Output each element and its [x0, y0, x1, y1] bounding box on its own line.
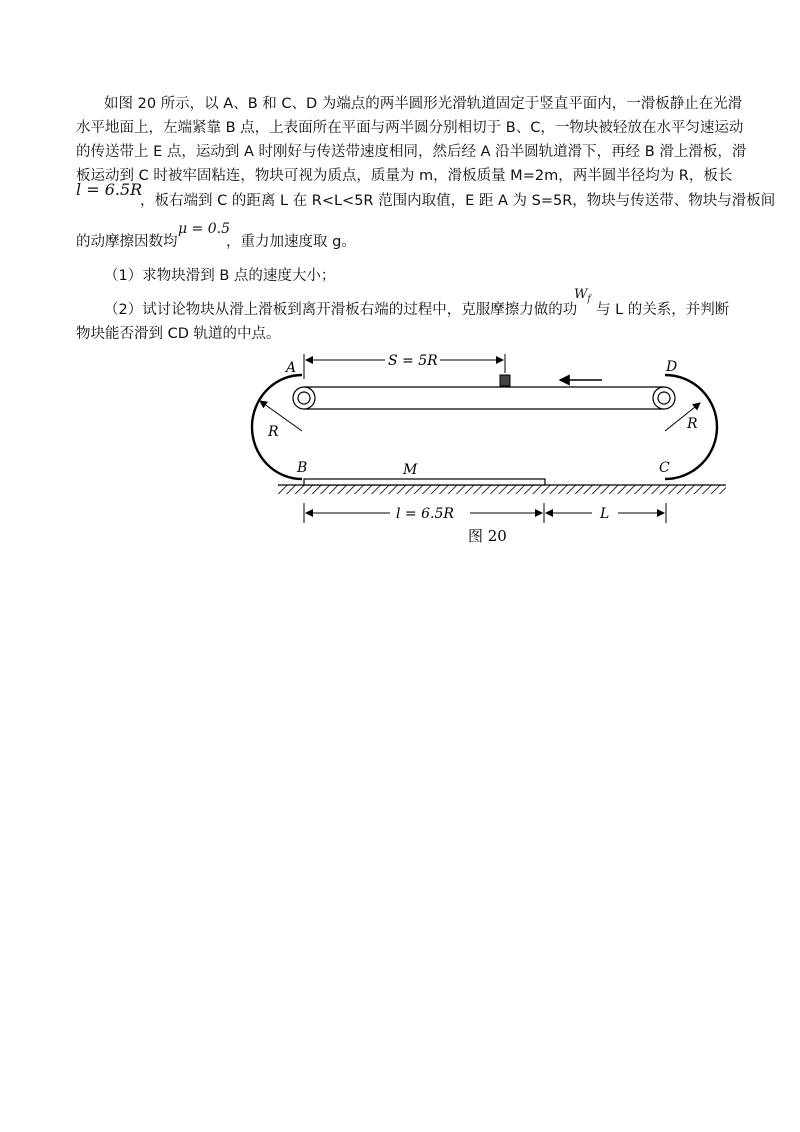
- label-l-plate: l = 6.5R: [396, 506, 454, 522]
- formula-mu: μ = 0.5: [178, 221, 230, 237]
- problem-line-2: 水平地面上，左端紧靠 B 点，上表面所在平面与两半圆分别相切于 B、C，一物块被轻放在水平匀速运动: [76, 120, 744, 136]
- slide-plate: [304, 479, 545, 485]
- label-c: C: [659, 460, 670, 476]
- label-s: S = 5R: [388, 353, 438, 369]
- problem-line-6b: ，重力加速度取 g。: [226, 234, 356, 250]
- belt-right-roller: [653, 387, 675, 409]
- formula-wf: [574, 287, 591, 305]
- problem-line-5: ，板右端到 C 的距离 L 在 R<L<5R 范围内取值，E 距 A 为 S=5R，物块与传送带、物块与滑板间: [140, 193, 776, 209]
- question-2b: 与 L 的关系，并判断: [596, 302, 730, 318]
- label-b: B: [297, 460, 308, 476]
- formula-wf-main: W: [574, 287, 588, 302]
- label-r-left: R: [268, 424, 279, 440]
- problem-line-4: 板运动到 C 时被牢固粘连，物块可视为质点，质量为 m，滑板质量 M=2m，两半圆半径均为 R，板长: [76, 168, 733, 184]
- label-a: A: [286, 360, 297, 376]
- figure-20: [240, 345, 740, 550]
- belt-left-roller: [293, 387, 315, 409]
- question-2a: （2）试讨论物块从滑上滑板到离开滑板右端的过程中，克服摩擦力做的功: [104, 302, 578, 318]
- problem-line-3: 的传送带上 E 点，运动到 A 时刚好与传送带速度相同，然后经 A 沿半圆轨道滑下，再经 B 滑上滑板，滑: [76, 144, 747, 160]
- label-m: M: [403, 462, 418, 478]
- label-big-l: L: [600, 506, 610, 522]
- question-2c: 物块能否滑到 CD 轨道的中点。: [76, 326, 281, 342]
- question-1: （1）求物块滑到 B 点的速度大小；: [104, 268, 336, 284]
- block: [500, 375, 510, 386]
- problem-line-6a: 的动摩擦因数均: [76, 234, 178, 250]
- ground: [278, 485, 726, 494]
- formula-wf-sub: f: [587, 294, 591, 305]
- formula-plate-length: l = 6.5R: [76, 180, 143, 199]
- label-r-right: R: [687, 416, 698, 432]
- figure-caption: 图 20: [468, 527, 507, 545]
- problem-line-1: 如图 20 所示，以 A、B 和 C、D 为端点的两半圆形光滑轨道固定于竖直平面内，一滑板静止在光滑: [104, 96, 743, 112]
- label-d: D: [666, 359, 678, 375]
